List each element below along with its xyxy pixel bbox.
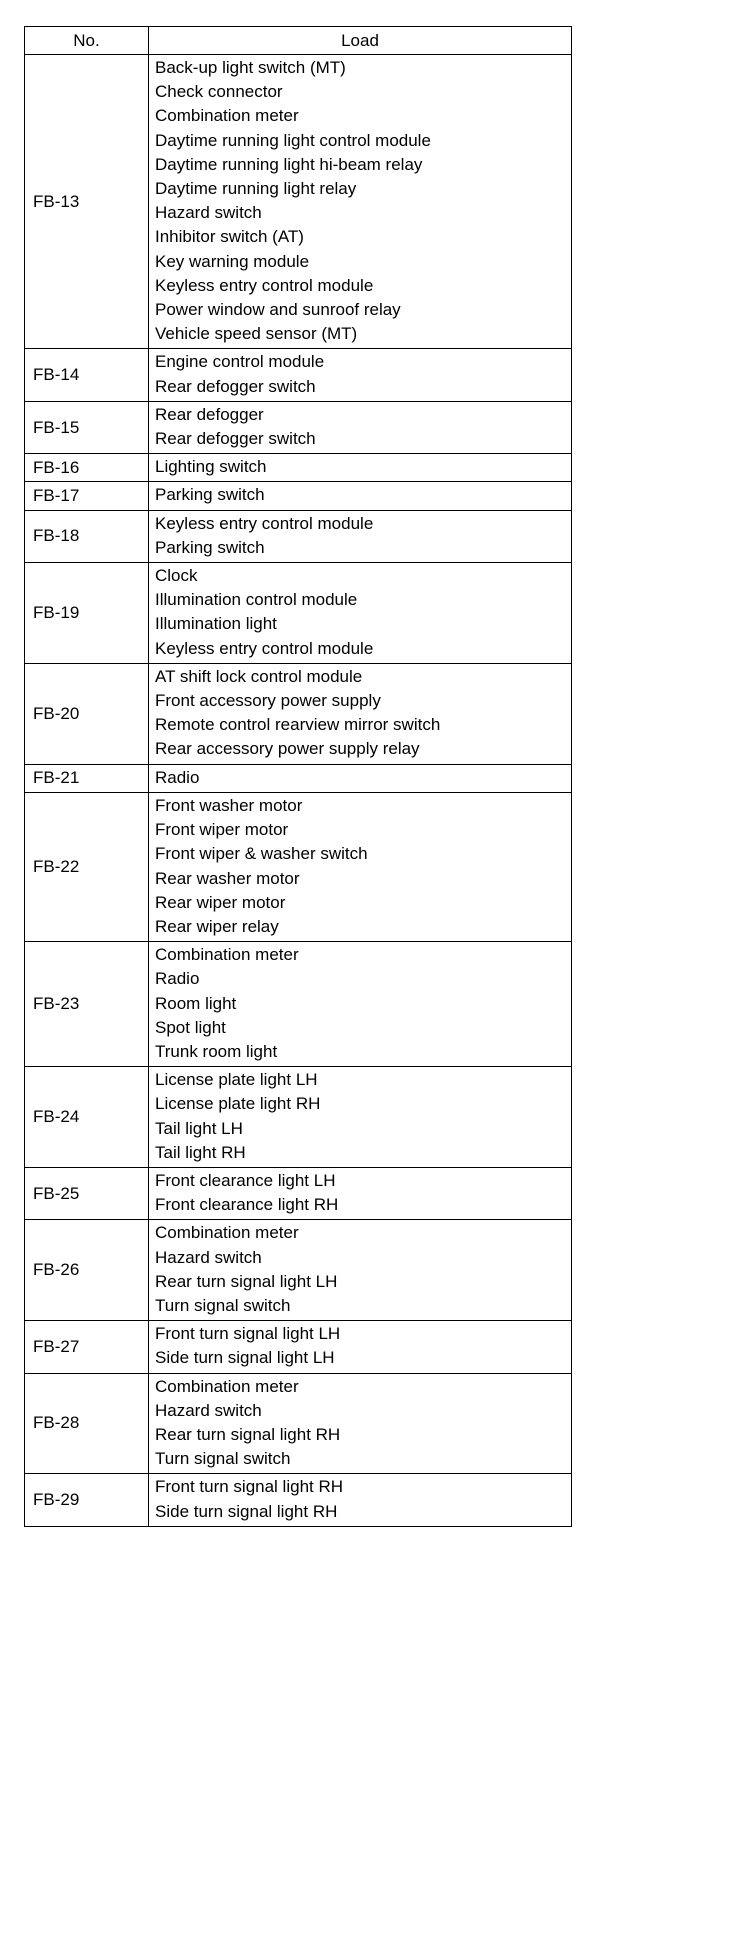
fuse-number: FB-21: [25, 764, 149, 792]
load-list: [149, 563, 572, 664]
load-item: Front turn signal light LH: [155, 1324, 341, 1344]
load-item: Rear wiper motor: [155, 892, 286, 912]
load-item: Hazard switch: [155, 1400, 262, 1420]
load-item: Parking switch: [155, 537, 265, 557]
load-item: Trunk room light: [155, 1041, 278, 1061]
table-row: [25, 1067, 572, 1168]
load-item: Key warning module: [155, 251, 310, 271]
load-item: Rear turn signal light RH: [155, 1424, 341, 1444]
fuse-number: FB-24: [25, 1067, 149, 1168]
header-no: No.: [25, 27, 149, 55]
table-row: [25, 663, 572, 764]
load-item: Illumination control module: [155, 590, 358, 610]
load-item: Tail light RH: [155, 1142, 246, 1162]
fuse-number: FB-15: [25, 401, 149, 453]
load-item: Keyless entry control module: [155, 638, 374, 658]
load-item: Power window and sunroof relay: [155, 300, 401, 320]
table-row: [25, 55, 572, 349]
fuse-number: FB-26: [25, 1220, 149, 1321]
load-item: Combination meter: [155, 945, 299, 965]
header-load: Load: [149, 27, 572, 55]
fuse-number: FB-23: [25, 942, 149, 1067]
table-row: [25, 1474, 572, 1526]
fuse-number: FB-22: [25, 792, 149, 941]
fuse-number: FB-25: [25, 1167, 149, 1219]
fuse-number: FB-16: [25, 454, 149, 482]
load-list: [149, 942, 572, 1067]
load-item: Rear accessory power supply relay: [155, 739, 420, 759]
load-item: Keyless entry control module: [155, 275, 374, 295]
load-item: Illumination light: [155, 614, 277, 634]
load-item: Rear turn signal light LH: [155, 1271, 338, 1291]
load-item: Rear defogger switch: [155, 429, 316, 449]
fuse-number: FB-20: [25, 663, 149, 764]
load-item: Clock: [155, 566, 198, 586]
table-row: [25, 563, 572, 664]
load-item: Turn signal switch: [155, 1449, 291, 1469]
table-row: [25, 401, 572, 453]
load-list: [149, 1373, 572, 1474]
load-item: Turn signal switch: [155, 1295, 291, 1315]
load-list: [149, 1474, 572, 1526]
fuse-number: FB-13: [25, 55, 149, 349]
load-item: Spot light: [155, 1017, 226, 1037]
load-item: Combination meter: [155, 1376, 299, 1396]
fuse-number: FB-19: [25, 563, 149, 664]
load-list: [149, 349, 572, 401]
fuse-number: FB-17: [25, 482, 149, 510]
table-row: [25, 764, 572, 792]
load-item: Lighting switch: [155, 457, 267, 477]
load-item: Rear wiper relay: [155, 916, 279, 936]
load-list: [149, 510, 572, 562]
load-item: AT shift lock control module: [155, 666, 363, 686]
fuse-number: FB-28: [25, 1373, 149, 1474]
load-item: Front clearance light RH: [155, 1195, 339, 1215]
fuse-number: FB-27: [25, 1321, 149, 1373]
load-list: [149, 1167, 572, 1219]
load-list: [149, 454, 572, 482]
load-item: Front clearance light LH: [155, 1170, 336, 1190]
load-item: Tail light LH: [155, 1118, 243, 1138]
load-item: Parking switch: [155, 485, 265, 505]
fuse-number: FB-14: [25, 349, 149, 401]
load-item: Front washer motor: [155, 795, 303, 815]
load-list: [149, 482, 572, 510]
load-item: Daytime running light control module: [155, 130, 431, 150]
load-item: Engine control module: [155, 352, 325, 372]
table-row: [25, 482, 572, 510]
table-row: [25, 510, 572, 562]
load-item: Keyless entry control module: [155, 513, 374, 533]
load-item: Radio: [155, 969, 200, 989]
table-row: [25, 1167, 572, 1219]
load-item: Side turn signal light LH: [155, 1348, 335, 1368]
load-item: Room light: [155, 993, 237, 1013]
load-item: Front turn signal light RH: [155, 1477, 344, 1497]
fuse-number: FB-18: [25, 510, 149, 562]
load-list: [149, 663, 572, 764]
load-list: [149, 1220, 572, 1321]
load-item: Rear defogger: [155, 404, 264, 424]
load-item: Side turn signal light RH: [155, 1501, 338, 1521]
table-header-row: [25, 27, 572, 55]
load-list: [149, 764, 572, 792]
load-item: Remote control rearview mirror switch: [155, 715, 441, 735]
load-list: [149, 401, 572, 453]
table-row: [25, 1220, 572, 1321]
table-row: [25, 942, 572, 1067]
fuse-load-table: [24, 26, 572, 1527]
load-item: Back-up light switch (MT): [155, 58, 346, 77]
load-item: Daytime running light hi-beam relay: [155, 154, 423, 174]
load-item: Front accessory power supply: [155, 691, 381, 711]
fuse-number: FB-29: [25, 1474, 149, 1526]
table-row: [25, 1373, 572, 1474]
table-row: [25, 454, 572, 482]
load-item: License plate light RH: [155, 1094, 321, 1114]
load-item: Hazard switch: [155, 1247, 262, 1267]
table-body: [25, 55, 572, 1527]
load-list: [149, 792, 572, 941]
table-row: [25, 1321, 572, 1373]
load-item: Check connector: [155, 82, 283, 102]
load-item: Front wiper & washer switch: [155, 844, 368, 864]
load-item: Front wiper motor: [155, 820, 289, 840]
load-list: [149, 1067, 572, 1168]
load-item: Vehicle speed sensor (MT): [155, 324, 358, 344]
load-item: Rear defogger switch: [155, 376, 316, 396]
load-item: Combination meter: [155, 1223, 299, 1243]
load-item: Hazard switch: [155, 203, 262, 223]
table-row: [25, 792, 572, 941]
load-item: Rear washer motor: [155, 868, 300, 888]
load-item: Inhibitor switch (AT): [155, 227, 304, 247]
load-item: License plate light LH: [155, 1070, 318, 1090]
load-list: [149, 1321, 572, 1373]
load-item: Daytime running light relay: [155, 179, 357, 199]
table-row: [25, 349, 572, 401]
load-item: Combination meter: [155, 106, 299, 126]
load-item: Radio: [155, 767, 200, 787]
load-list: [149, 55, 572, 349]
